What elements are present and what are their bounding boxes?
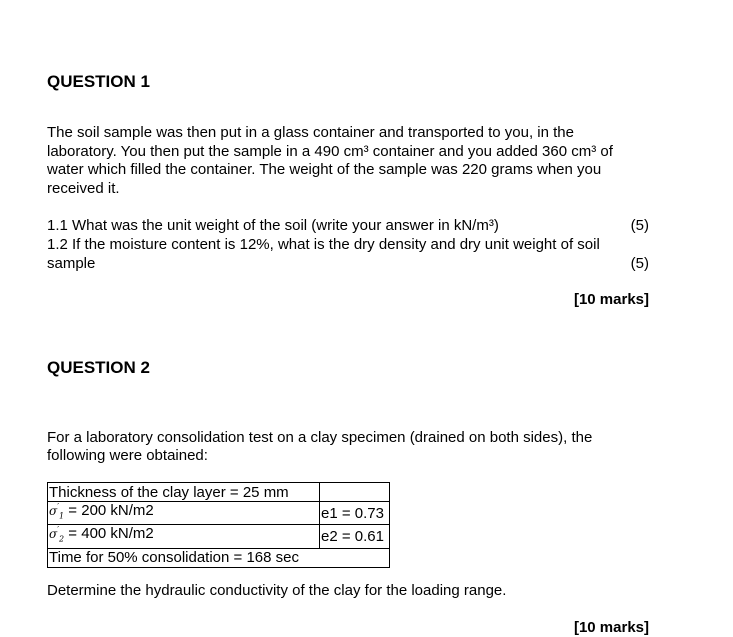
e1-cell: e1 = 0.73: [320, 502, 390, 525]
sub-question-1-1: 1.1 What was the unit weight of the soil (write your answer in kN/m³): [47, 217, 499, 234]
time-cell: Time for 50% consolidation = 168 sec: [48, 548, 390, 567]
thickness-cell: Thickness of the clay layer = 25 mm: [48, 483, 320, 502]
sigma1-cell: [48, 502, 320, 525]
sub-question-1-1-marks: (5): [630, 217, 649, 234]
sub-question-1-2-cont: sample: [47, 255, 96, 272]
sigma2-value: = 400 kN/m2: [68, 525, 154, 543]
para-line: received it.: [47, 179, 120, 197]
empty-cell: [320, 483, 390, 502]
para-line: water which filled the container. The weight of the sample was 220 grams when you: [47, 161, 602, 178]
table-row: [48, 483, 390, 502]
e2-cell: e2 = 0.61: [320, 525, 390, 548]
sigma2-cell: [48, 525, 320, 548]
consolidation-data-table: [47, 482, 390, 568]
table-row: [48, 525, 390, 548]
question-2-prompt: Determine the hydraulic conductivity of the clay for the loading range.: [47, 582, 507, 599]
question-1-total-marks: [10 marks]: [573, 291, 649, 308]
para-line: The soil sample was then put in a glass container and transported to you, in the: [47, 124, 574, 141]
question-2-total-marks: [10 marks]: [573, 619, 649, 636]
sigma-prime-1-symbol: $\sigma'_1$: [49, 502, 65, 521]
question-2-intro-cont: following were obtained:: [47, 447, 208, 464]
sigma-prime-2-symbol: $\sigma'_2$: [49, 525, 65, 544]
para-line: laboratory. You then put the sample in a 490 cm³ container and you added 360 cm³ of: [47, 142, 613, 160]
question-1-paragraph: [47, 124, 649, 198]
table-row: [48, 502, 390, 525]
question-1-heading: QUESTION 1: [47, 72, 150, 91]
sigma1-value: = 200 kN/m2: [68, 502, 154, 519]
question-2-heading: QUESTION 2: [47, 358, 150, 377]
question-2-intro: For a laboratory consolidation test on a clay specimen (drained on both sides), the: [47, 429, 593, 446]
sub-question-1-2: 1.2 If the moisture content is 12%, what is the dry density and dry unit weight of soil: [47, 236, 600, 253]
sub-question-1-2-marks: (5): [630, 255, 649, 272]
table-row: [48, 548, 390, 567]
